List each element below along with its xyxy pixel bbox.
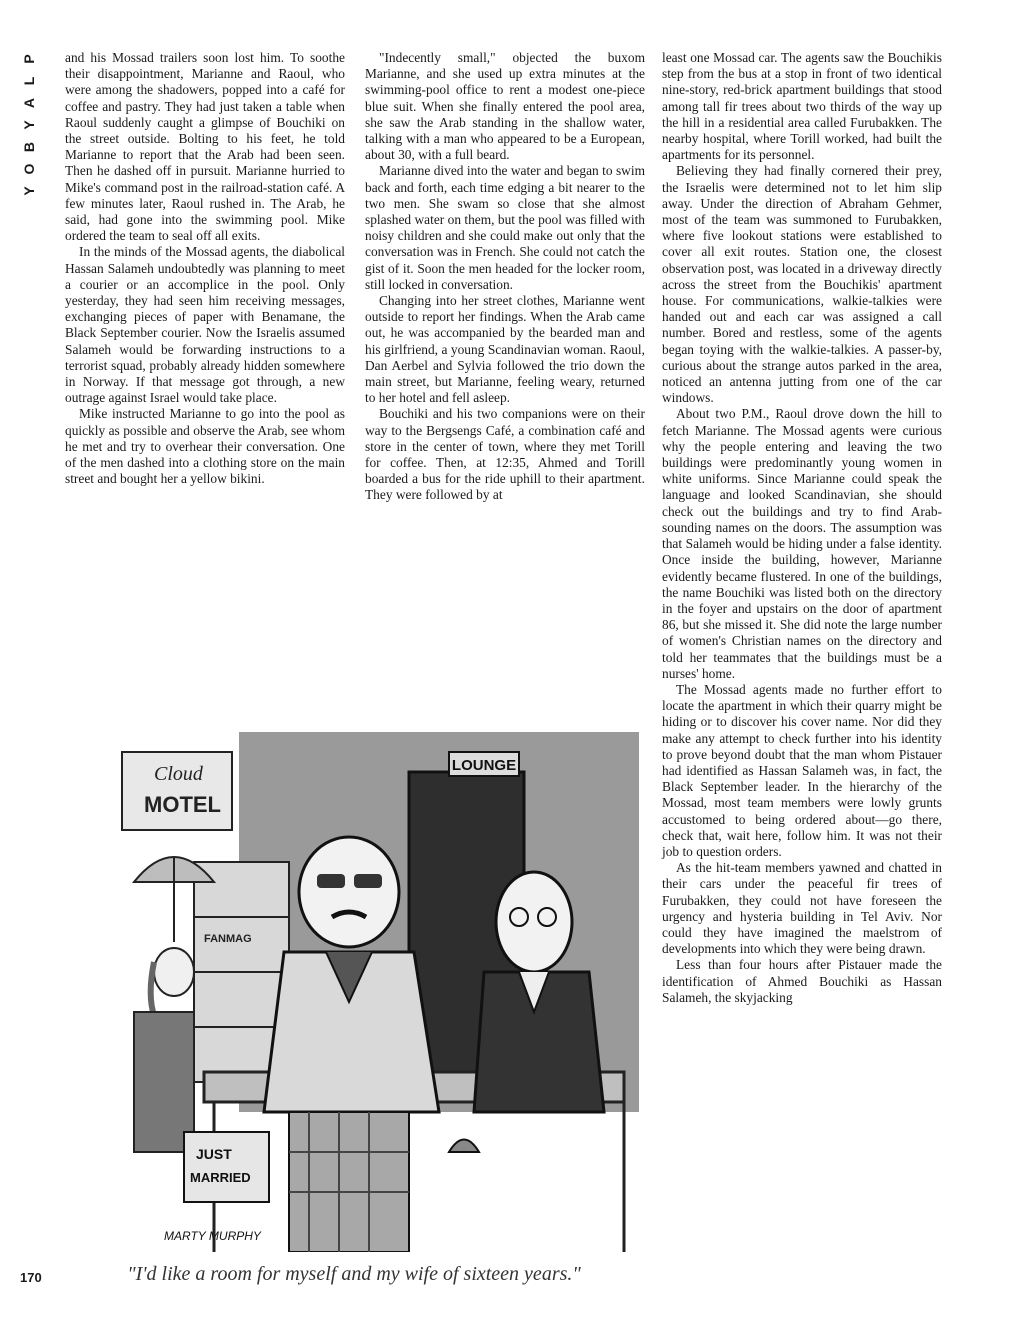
sidebar-letter: B — [21, 141, 37, 153]
magazine-sidebar-title — [16, 48, 42, 218]
sidebar-letter: A — [21, 97, 37, 109]
woman-figure — [154, 948, 194, 996]
paragraph: In the minds of the Mossad agents, the diabolical Hassan Salameh undoubtedly was planning to meet a courier or an accomplice in the pool. Only yesterday, they had seen him receiving messages, exchanging pieces of paper with Benamane, the Black September courier. Now the Israelis assumed Salameh would be forwarding instructions to a terrorist squad, probably already hidden somewhere in Norway. If that message got through, a new outrage against Israel would take place. — [65, 244, 345, 406]
paragraph: Marianne dived into the water and began to swim back and forth, each time edging a bit nearer to the two men. She swam so close that she almost splashed water on them, but the pool was filled with noisy children and she could make out only that the conversation was in French. She could not catch the gist of it. Soon the men headed for the locker room, still locked in conversation. — [365, 163, 645, 292]
paragraph: Mike instructed Marianne to go into the pool as quickly as possible and observe the Arab, see whom he met and try to overhear their conversation. One of the men dashed into a clothing store on the main street and bought her a yellow bikini. — [65, 406, 345, 487]
sidebar-letter: O — [21, 163, 37, 175]
paragraph: About two P.M., Raoul drove down the hill to fetch Marianne. The Mossad agents were curious why the people entering and leaving the two buildings were predominantly young women in white uniforms. Since Marianne could speak the language and looked Scandinavian, she should check out the buildings and try to find Arab-sounding names on the doors. The assumption was that Salameh would be hiding under a false identity. Once inside the building, however, Marianne evidently became flustered. In one of the buildings, the name Bouchiki was listed both on the directory in the foyer and upstairs on the door of apartment 86, but she missed it. She did note the large number of women's Christian names on the directory and told her teammates that the buildings must be a nurses' home. — [662, 406, 942, 681]
page-number: 170 — [20, 1270, 42, 1285]
paragraph: Less than four hours after Pistauer made the identification of Ahmed Bouchiki as Hassan Salameh, the skyjacking — [662, 957, 942, 1005]
article-column-1 — [65, 50, 345, 487]
desk-clerk-head — [496, 872, 572, 972]
magazine-title: FANMAG — [204, 933, 252, 945]
paragraph: and his Mossad trailers soon lost him. To soothe their disappointment, Marianne and Raoul, who were among the shadowers, popped into a café for coffee and pastry. They had just taken a table when Raoul suddenly caught a glimpse of Bouchiki on the street outside. Bolting to his feet, he told Marianne to report that the Arab had been seen. Then he dashed off in pursuit. Marianne hurried to Mike's command post in the railroad-station café. A few minutes later, Raoul rushed in. The Arab, he said, had gone into the swimming pool. Mike ordered the team to seal off all exits. — [65, 50, 345, 244]
customer-head — [299, 837, 399, 947]
paragraph: least one Mossad car. The agents saw the Bouchikis step from the bus at a stop in front of two identical nine-story, red-brick apartment buildings that stood among tall fir trees about two thirds of the way up the hill in a residential area called Furubakken. The nearby hospital, where Torill worked, had built the apartments for its personnel. — [662, 50, 942, 163]
sidebar-letter: Y — [21, 186, 37, 196]
paragraph: "Indecently small," objected the buxom Marianne, and she used up extra minutes at the swimming-pool office to rent a modest one-piece blue suit. When she finally entered the pool area, she saw the Arab standing in the shallow water, talking with a man who appeared to be a European, about 30, with a full beard. — [365, 50, 645, 163]
cartoon-caption: "I'd like a room for myself and my wife of sixteen years." — [127, 1263, 581, 1285]
cartoon-illustration — [64, 712, 644, 1252]
lounge-sign-text: LOUNGE — [451, 757, 517, 774]
suitcase-label-2: MARRIED — [190, 1170, 251, 1185]
sidebar-letter: Y — [21, 120, 37, 130]
article-column-3 — [662, 50, 942, 1006]
paragraph: Believing they had finally cornered their prey, the Israelis were determined not to let him slip away. Under the direction of Abraham Gehmer, most of the team was summoned to Furubakken, where five lookout stations were established to cover all exit routes. Station one, the closest observation post, was located in a driveway directly across the street from the Bouchikis' apartment house. For communications, walkie-talkies were handed out and each car was assigned a call number. Bored and restless, some of the agents began toying with the walkie-talkies. A passer-by, curious about the strange autos parked in the area, noticed an antenna jutting from one of the car windows. — [662, 163, 942, 406]
paragraph: As the hit-team members yawned and chatted in their cars under the peaceful fir trees of Furubakken, they could not have foreseen the urgency and hysteria building in Tel Aviv. Nor could they have imagined the maelstrom of developments into which they were being drawn. — [662, 860, 942, 957]
artist-signature: MARTY MURPHY — [164, 1229, 261, 1243]
paragraph: The Mossad agents made no further effort to locate the apartment in which their quarry might be hiding or to discover his cover name. Nor did they make any attempt to check further into his identity to prove beyond doubt that the man whom Pistauer had identified as Hassan Salameh was, in fact, the Black September leader. In the hierarchy of the Mossad, most team members were lowly grunts accustomed to being ordered about—go there, check that, wait here, follow him. It was not their job to question orders. — [662, 681, 942, 859]
paragraph: Bouchiki and his two companions were on their way to the Bergsengs Café, a combination café and store in the center of town, where they met Torill for coffee. Then, at 12:35, Ahmed and Torill boarded a bus for the ride uphill to their apartment. They were followed by at — [365, 406, 645, 503]
motel-sign-bottom: MOTEL — [144, 792, 221, 817]
sidebar-letter: L — [21, 76, 37, 86]
suitcase-label-1: JUST — [196, 1146, 232, 1162]
sidebar-letter: P — [21, 54, 37, 64]
suitcase — [184, 1132, 269, 1202]
paragraph: Changing into her street clothes, Marianne went outside to report her findings. When the Arab came out, he was accompanied by the bearded man and his girlfriend, a young Scandinavian woman. Raoul, Dan Aerbel and Sylvia followed the trio down the main street, but Marianne, feeling weary, returned to her hotel and fell asleep. — [365, 293, 645, 406]
article-column-2 — [365, 50, 645, 504]
desk-bell — [449, 1140, 479, 1153]
motel-sign-top: Cloud — [154, 763, 203, 785]
